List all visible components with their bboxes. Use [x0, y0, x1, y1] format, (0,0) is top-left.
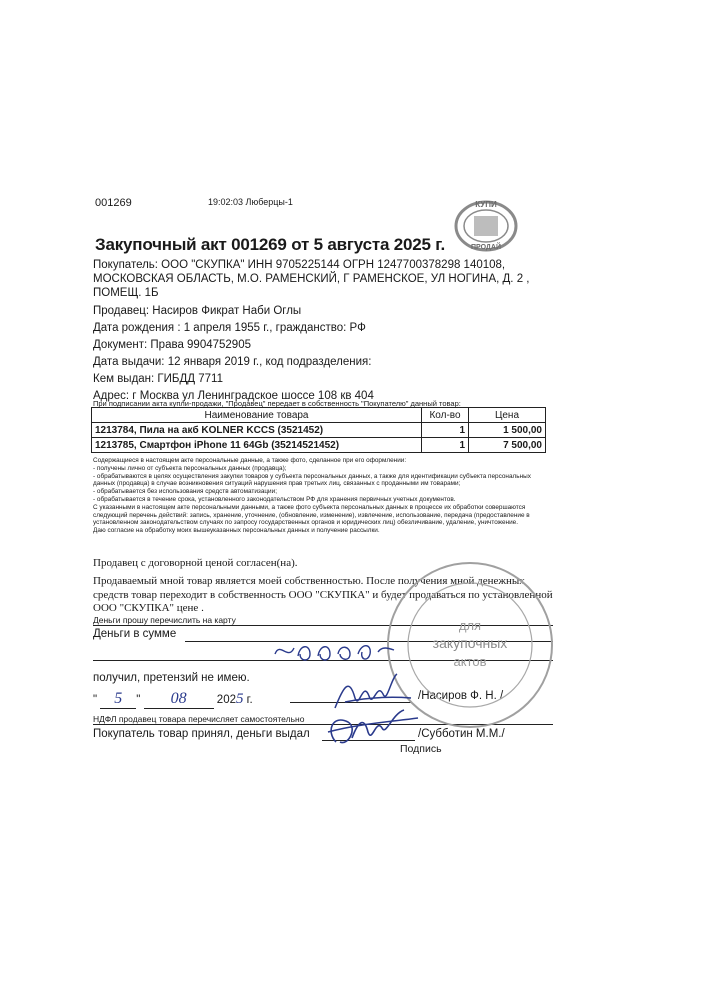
seller-birth: Дата рождения : 1 апреля 1955 г., гражданство: РФ — [93, 322, 366, 334]
buyer-signature-name: /Субботин М.М./ — [418, 728, 505, 740]
time-place: 19:02:03 Люберцы-1 — [208, 197, 293, 207]
consent-line: Даю согласие на обработку моих вышеуказанных персональных данных и получение рассылки. — [93, 527, 380, 535]
table-intro: При подписании акта купли-продажи, "Продавец" передает в собственность "Покупателю" данный товар: — [93, 399, 461, 408]
item-name: 1213785, Смартфон iPhone 11 64Gb (35214521452) — [92, 438, 422, 453]
buyer-acceptance: Покупатель товар принял, деньги выдал — [93, 728, 310, 740]
buyer-info: Покупатель: ООО "СКУПКА" ИНН 9705225144 ОГРН 1247700378298 140108, МОСКОВСКАЯ ОБЛАСТЬ, М.О. РАМЕНСКИЙ, Г РАМЕНСКОЕ, УЛ НОГИНА, Д. 2 , ПОМЕЩ. 1Б — [93, 259, 530, 299]
consent-line: Содержащиеся в настоящем акте персональные данные, а также фото, сделанное при его оформлении: — [93, 457, 407, 464]
consent-line: С указанными в настоящем акте персональными данными, а также фото субъекта персональных данных в процессе их обработки совершаются следующий перечень действий: запись, хранение, уточнение, (обновление, изменение), извлечение, использование, передача (предоставление в установленном законодательством случаях по запросу государственных органов и юридических лиц) обезличивание, удаление, уничтожение. — [93, 503, 530, 527]
ownership-statement: Продаваемый мной товар является моей собственностью. После получения мной денежных средств товар переходит в собственность ООО "СКУПКА" и будет продаваться по установленной ООО "СКУПКА" цене . — [93, 575, 553, 614]
kupi-prodai-logo — [450, 194, 522, 254]
amount-handwriting — [270, 636, 400, 666]
col-qty-header: Кол-во — [422, 408, 469, 423]
seller-name: Продавец: Насиров Фикрат Наби Оглы — [93, 305, 302, 317]
buyer-signature — [318, 702, 428, 750]
ndfl-note: НДФЛ продавец товара перечисляет самостоятельно — [93, 714, 305, 724]
table-header-row — [92, 408, 546, 423]
date-month: 08 — [144, 690, 214, 709]
date-year-digit: 5 — [235, 691, 244, 707]
seller-address: Адрес: г Москва ул Ленинградское шоссе 108 кв 404 — [93, 390, 374, 402]
consent-line: - обрабатываются в целях осуществления закупки товаров у субъекта персональных данных, а также для идентификации субъекта персональных данных (продавца) в случае возникновения ситуаций нарушения прав третьих лиц, связанных с проданными им товарами; — [93, 472, 531, 488]
stamp-line-3: актов — [453, 654, 487, 669]
table-row — [92, 438, 546, 453]
consent-text — [93, 457, 553, 535]
money-label: Деньги в сумме — [93, 628, 177, 640]
consent-line: - обрабатывается в течение срока, установленного законодательством РФ для хранения первичных учетных документов. — [93, 495, 456, 503]
seller-signature-name: /Насиров Ф. Н. / — [418, 690, 504, 702]
item-price: 1 500,00 — [469, 423, 546, 438]
price-agreement: Продавец с договорной ценой согласен(на). — [93, 557, 298, 569]
item-qty: 1 — [422, 423, 469, 438]
col-price-header: Цена — [469, 408, 546, 423]
signature-caption: Подпись — [400, 743, 442, 755]
date-year-suffix: г. — [243, 694, 253, 706]
date-year-prefix: 202 — [216, 694, 236, 706]
date-open-quote: " — [93, 694, 98, 706]
stamp-line-2: закупочных — [432, 635, 508, 651]
date-close-quote: " — [136, 694, 141, 706]
seller-issued-by: Кем выдан: ГИБДД 7711 — [93, 373, 223, 385]
seller-document: Документ: Права 9904752905 — [93, 339, 251, 351]
logo-bottom-text: ПРОДАЙ — [470, 244, 502, 251]
item-price: 7 500,00 — [469, 438, 546, 453]
col-name-header: Наименование товара — [92, 408, 422, 423]
item-name: 1213784, Пила на акб KOLNER KCCS (3521452) — [92, 423, 422, 438]
date-line — [93, 690, 253, 709]
card-note: Деньги прошу перечислить на карту — [93, 615, 236, 625]
page-title: Закупочный акт 001269 от 5 августа 2025 г. — [95, 235, 445, 254]
received-statement: получил, претензий не имею. — [93, 672, 250, 684]
logo-top-text: КУПИ — [475, 200, 497, 209]
date-day: 5 — [100, 690, 136, 709]
stamp-line-1: для — [458, 618, 482, 633]
table-row — [92, 423, 546, 438]
document-number: 001269 — [95, 197, 132, 209]
consent-line: - обрабатывается без использования средств автоматизации; — [93, 488, 277, 496]
goods-table — [91, 407, 546, 453]
item-qty: 1 — [422, 438, 469, 453]
consent-line: - получены лично от субъекта персональных данных (продавца); — [93, 464, 287, 472]
seller-issue-date: Дата выдачи: 12 января 2019 г., код подразделения: — [93, 356, 372, 368]
